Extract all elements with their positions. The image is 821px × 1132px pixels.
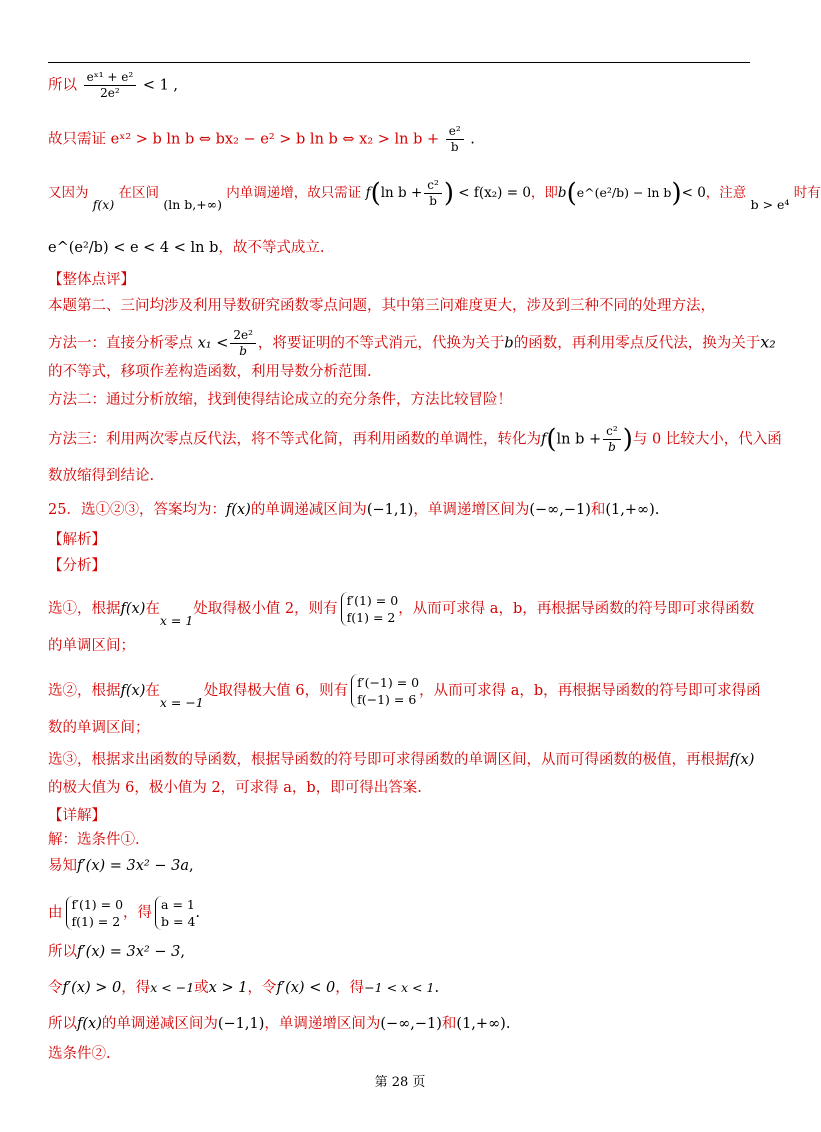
denominator: b bbox=[429, 194, 437, 208]
text: 所以 bbox=[48, 944, 77, 960]
equation-system bbox=[351, 674, 419, 708]
math: x > 1 bbox=[208, 980, 248, 996]
line-4 bbox=[48, 238, 750, 258]
section-heading: 【解析】 bbox=[48, 532, 106, 548]
text: 选③，根据求出函数的导函数，根据导函数的符号即可求得函数的单调区间，从而可得函数的极值，再根据 bbox=[48, 752, 730, 768]
math: e^(e²/b) < e < 4 < ln b bbox=[48, 240, 219, 256]
line-15 bbox=[48, 592, 755, 628]
math: . bbox=[505, 1016, 511, 1032]
math: . bbox=[195, 905, 201, 921]
line-12 bbox=[48, 500, 750, 520]
math: (−∞,−1) bbox=[529, 502, 591, 518]
paren: ) bbox=[671, 178, 682, 209]
numerator: e² bbox=[446, 124, 464, 140]
section-heading: 【整体点评】 bbox=[48, 272, 135, 288]
math: < 0 bbox=[681, 185, 706, 201]
line-7 bbox=[48, 328, 776, 359]
section-heading: 【分析】 bbox=[48, 558, 106, 574]
equation: f′(1) = 0 bbox=[71, 897, 124, 912]
math: ln b + bbox=[380, 185, 423, 201]
math: f(x) bbox=[225, 502, 251, 518]
fraction bbox=[424, 178, 442, 209]
denominator: b bbox=[239, 344, 247, 358]
text: 25．选①②③，答案均为： bbox=[48, 502, 226, 518]
math: (ln b,+∞) bbox=[163, 197, 222, 212]
text: 方法三：利用两次零点反代法，将不等式化简，再利用函数的单调性，转化为 bbox=[48, 431, 541, 448]
text: ，注意 bbox=[705, 185, 747, 201]
line-6: 本题第二、三问均涉及利用导数研究函数零点问题，其中第三问难度更大，涉及到三种不同的处理方法， bbox=[48, 298, 715, 314]
equation: f′(−1) = 0 bbox=[357, 675, 420, 690]
equation-system bbox=[66, 896, 124, 930]
line-28: 选条件②. bbox=[48, 1046, 111, 1062]
math: f(x) bbox=[77, 1016, 102, 1032]
line-11: 数放缩得到结论. bbox=[48, 468, 155, 484]
fraction bbox=[446, 124, 464, 155]
text: 所以 bbox=[48, 77, 77, 94]
paren: ( bbox=[370, 178, 381, 209]
math: x₁ < bbox=[197, 335, 229, 352]
equation: f(−1) = 6 bbox=[357, 692, 417, 707]
equation-system bbox=[341, 592, 399, 626]
math: f′(x) < 0 bbox=[276, 980, 336, 996]
text: 所以 bbox=[48, 1016, 77, 1032]
text: 和 bbox=[441, 1016, 457, 1032]
denominator: 2e² bbox=[100, 86, 120, 100]
math: < 1 , bbox=[142, 77, 179, 94]
math: e^(e²/b) − ln b bbox=[576, 185, 672, 200]
text: ，从而可求得 a，b，再根据导函数的符号即可求得函 bbox=[419, 683, 761, 699]
text: ，单调递增区间为 bbox=[264, 1016, 381, 1032]
fraction bbox=[603, 424, 621, 455]
line-3 bbox=[48, 178, 821, 212]
text: ，得 bbox=[121, 980, 151, 996]
equation-system bbox=[155, 896, 195, 930]
text: 方法一：直接分析零点 bbox=[48, 335, 193, 352]
text: 在 bbox=[145, 601, 160, 617]
paren: ( bbox=[566, 178, 577, 209]
text: 时有 bbox=[793, 185, 821, 201]
math: x = −1 bbox=[159, 695, 204, 710]
math: f′(x) > 0 bbox=[62, 980, 122, 996]
text: ，得 bbox=[335, 980, 365, 996]
line-9: 方法二：通过分析放缩，找到使得结论成立的充分条件，方法比较冒险！ bbox=[48, 392, 512, 408]
text: 和 bbox=[590, 502, 606, 518]
text: 处取得极大值 6，则有 bbox=[203, 683, 349, 699]
math: b > e⁴ bbox=[750, 197, 790, 212]
fraction bbox=[84, 70, 137, 101]
equation: b = 4 bbox=[161, 914, 196, 929]
denominator: b bbox=[608, 440, 616, 454]
text: 选①，根据 bbox=[48, 601, 121, 617]
math: f′(x) = 3x² − 3 bbox=[77, 944, 181, 960]
denominator: b bbox=[450, 140, 459, 154]
line-22: 解：选条件①. bbox=[48, 832, 140, 848]
equation: f(1) = 2 bbox=[346, 610, 396, 625]
line-27 bbox=[48, 1014, 750, 1034]
math: b bbox=[557, 185, 567, 201]
math: f bbox=[541, 431, 547, 448]
text: 的单调递减区间为 bbox=[101, 1016, 218, 1032]
text: 故只需证 eˣ² > b ln b ⇔ bx₂ − e² > b ln b ⇔ x₂ > ln b + bbox=[48, 131, 440, 148]
paren: ) bbox=[622, 424, 633, 455]
line-10 bbox=[48, 424, 782, 455]
header-rule bbox=[48, 62, 750, 63]
text: ，故不等式成立. bbox=[218, 240, 325, 256]
text: 选②，根据 bbox=[48, 683, 121, 699]
equation: a = 1 bbox=[161, 897, 195, 912]
numerator: eˣ¹ + e² bbox=[84, 70, 137, 86]
math: . bbox=[654, 502, 660, 518]
text: ，得 bbox=[123, 905, 153, 921]
math: f(x) bbox=[729, 752, 755, 768]
math: , bbox=[188, 858, 194, 874]
text: ，从而可求得 a，b，再根据导函数的符号即可求得函数 bbox=[398, 601, 755, 617]
math: , bbox=[180, 944, 185, 960]
line-16: 的单调区间； bbox=[48, 638, 135, 654]
numerator: 2e² bbox=[230, 328, 256, 344]
math: f(x) bbox=[120, 601, 146, 617]
text: 处取得极小值 2，则有 bbox=[193, 601, 338, 617]
line-23 bbox=[48, 856, 750, 876]
line-18: 数的单调区间； bbox=[48, 720, 150, 736]
equation: f′(1) = 0 bbox=[346, 593, 399, 608]
text: 的单调递减区间为 bbox=[250, 502, 367, 518]
math: (−1,1) bbox=[217, 1016, 265, 1032]
math: x < −1 bbox=[150, 980, 195, 995]
equation: f(1) = 2 bbox=[71, 914, 121, 929]
math: (1,+∞) bbox=[605, 502, 655, 518]
math: x₂ bbox=[760, 332, 776, 352]
fraction bbox=[230, 328, 256, 359]
text: 又因为 bbox=[48, 185, 89, 201]
section-heading: 【详解】 bbox=[48, 808, 106, 824]
line-25 bbox=[48, 942, 750, 962]
text: 令 bbox=[48, 980, 63, 996]
math: ln b + bbox=[556, 431, 602, 448]
line-19 bbox=[48, 750, 755, 770]
text: 易知 bbox=[48, 858, 77, 874]
math: b bbox=[504, 335, 514, 352]
math: (−∞,−1) bbox=[380, 1016, 442, 1032]
text: ，将要证明的不等式消元，代换为关于 bbox=[257, 335, 505, 352]
line-24 bbox=[48, 896, 750, 930]
text: ，令 bbox=[247, 980, 277, 996]
math: . bbox=[434, 980, 440, 996]
line-26 bbox=[48, 978, 750, 998]
math: f bbox=[365, 185, 371, 201]
line-2 bbox=[48, 124, 750, 155]
text: 内单调递增，故只需证 bbox=[226, 185, 362, 201]
text: 由 bbox=[48, 905, 63, 921]
text: 或 bbox=[194, 980, 209, 996]
math: f(x) bbox=[120, 683, 146, 699]
page-number: 第 28 页 bbox=[374, 1075, 426, 1090]
text: ，即 bbox=[530, 185, 558, 201]
text: ，单调递增区间为 bbox=[413, 502, 530, 518]
line-1 bbox=[48, 70, 750, 101]
math: f′(x) = 3x² − 3a bbox=[77, 858, 189, 874]
paren: ) bbox=[443, 178, 454, 209]
math: x = 1 bbox=[159, 613, 194, 628]
math: < f(x₂) = 0 bbox=[458, 185, 531, 201]
paren: ( bbox=[546, 424, 557, 455]
math: . bbox=[470, 131, 475, 148]
numerator: c² bbox=[603, 424, 621, 440]
math: (1,+∞) bbox=[456, 1016, 506, 1032]
math: −1 < x < 1 bbox=[364, 980, 435, 995]
line-20: 的极大值为 6，极小值为 2，可求得 a，b，即可得出答案. bbox=[48, 780, 422, 796]
text: 在区间 bbox=[118, 185, 160, 201]
numerator: c² bbox=[424, 178, 442, 194]
line-8: 的不等式，移项作差构造函数，利用导数分析范围. bbox=[48, 364, 372, 380]
text: 在 bbox=[145, 683, 160, 699]
text: 的函数，再利用零点反代法，换为关于 bbox=[513, 335, 761, 352]
math: f(x) bbox=[92, 197, 115, 212]
math: (−1,1) bbox=[366, 502, 414, 518]
text: 与 0 比较大小，代入函 bbox=[632, 431, 782, 448]
line-17 bbox=[48, 674, 761, 710]
